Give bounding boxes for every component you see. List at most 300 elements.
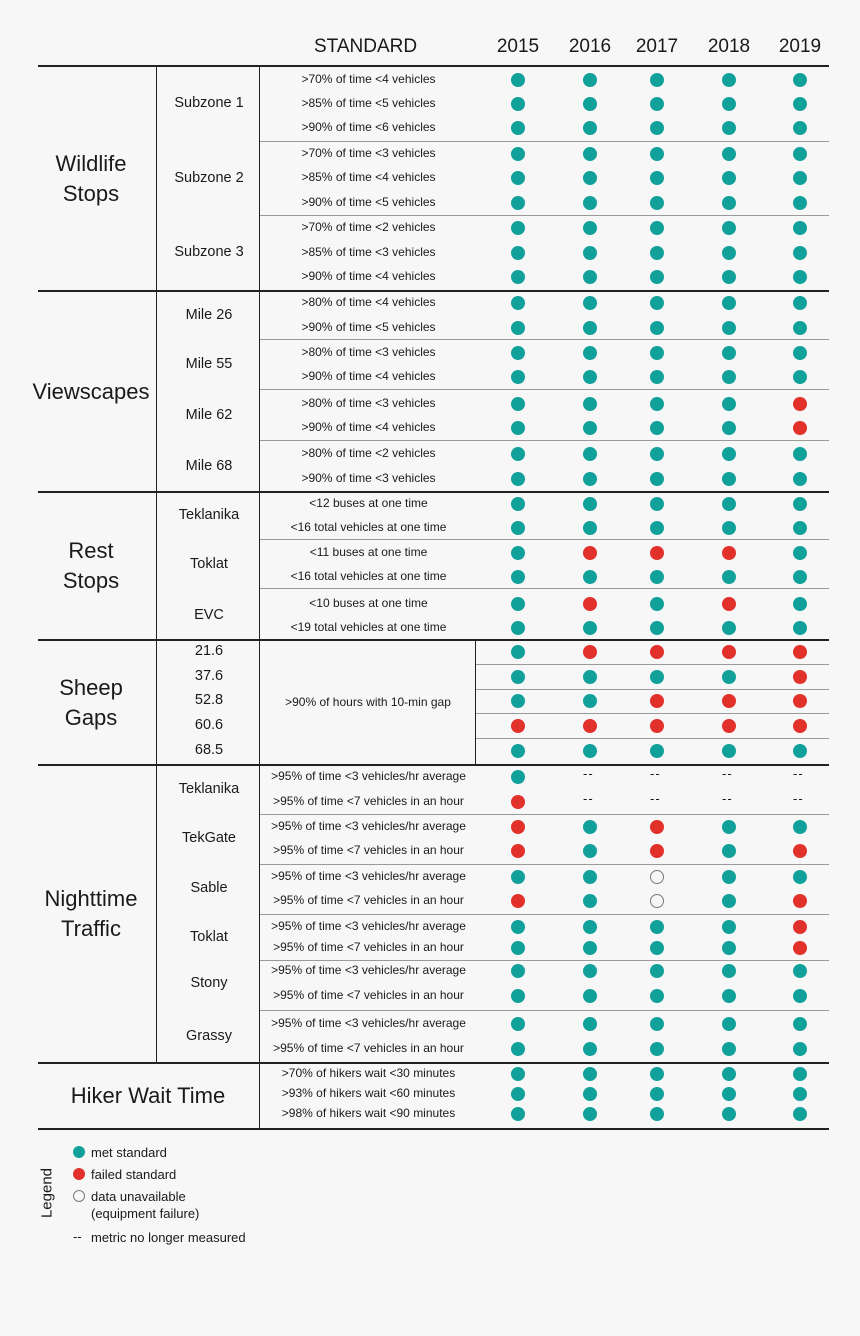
met-standard-dot bbox=[722, 621, 736, 635]
met-standard-dot bbox=[650, 1042, 664, 1056]
met-standard-dot bbox=[650, 196, 664, 210]
met-standard-dot bbox=[793, 497, 807, 511]
met-standard-dot bbox=[511, 73, 525, 87]
standard-text: >95% of time <7 vehicles in an hour bbox=[273, 843, 464, 857]
met-standard-dot bbox=[583, 989, 597, 1003]
subgroup-label: Mile 55 bbox=[185, 356, 233, 372]
met-standard-dot bbox=[583, 894, 597, 908]
category-label: Nighttime Traffic bbox=[44, 886, 138, 941]
year-header-2016: 2016 bbox=[568, 36, 612, 57]
met-standard-dot bbox=[583, 521, 597, 535]
met-standard-dot bbox=[722, 920, 736, 934]
no-longer-measured-mark: -- bbox=[583, 766, 594, 781]
failed-standard-dot bbox=[793, 421, 807, 435]
met-standard-dot bbox=[722, 97, 736, 111]
met-standard-dot bbox=[722, 1017, 736, 1031]
met-standard-dot bbox=[793, 321, 807, 335]
standard-text: >90% of time <4 vehicles bbox=[301, 269, 436, 283]
category-rule bbox=[38, 1128, 829, 1130]
met-standard-dot bbox=[722, 221, 736, 235]
met-standard-dot bbox=[583, 1042, 597, 1056]
met-standard-dot bbox=[511, 694, 525, 708]
met-standard-dot bbox=[793, 221, 807, 235]
standard-text: >98% of hikers wait <90 minutes bbox=[281, 1106, 456, 1120]
failed-standard-dot bbox=[722, 645, 736, 659]
met-standard-dot bbox=[583, 73, 597, 87]
data-unavailable-dot bbox=[650, 870, 664, 884]
met-standard-dot bbox=[722, 964, 736, 978]
standard-text: >85% of time <3 vehicles bbox=[301, 245, 436, 259]
standard-text: <16 total vehicles at one time bbox=[290, 569, 447, 583]
standard-text: >95% of time <7 vehicles in an hour bbox=[273, 988, 464, 1002]
subgroup-label: Grassy bbox=[186, 1027, 232, 1044]
met-standard-dot bbox=[722, 121, 736, 135]
subgroup-label: 21.6 bbox=[194, 643, 224, 659]
legend-dash-symbol: -- bbox=[73, 1229, 82, 1244]
met-standard-dot bbox=[650, 941, 664, 955]
failed-standard-dot bbox=[793, 719, 807, 733]
met-standard-dot bbox=[583, 270, 597, 284]
met-standard-dot bbox=[650, 447, 664, 461]
failed-standard-dot bbox=[583, 597, 597, 611]
standard-text: >90% of time <5 vehicles bbox=[301, 320, 436, 334]
met-standard-dot bbox=[511, 296, 525, 310]
met-standard-dot bbox=[583, 744, 597, 758]
legend-met-symbol bbox=[73, 1146, 85, 1158]
failed-standard-dot bbox=[511, 894, 525, 908]
met-standard-dot bbox=[793, 1067, 807, 1081]
met-standard-dot bbox=[650, 421, 664, 435]
met-standard-dot bbox=[793, 296, 807, 310]
row-separator bbox=[476, 713, 829, 714]
met-standard-dot bbox=[650, 1017, 664, 1031]
subgroup-label: Mile 62 bbox=[185, 407, 233, 423]
met-standard-dot bbox=[722, 870, 736, 884]
met-standard-dot bbox=[650, 397, 664, 411]
legend-failed-symbol bbox=[73, 1168, 85, 1180]
met-standard-dot bbox=[722, 820, 736, 834]
met-standard-dot bbox=[650, 370, 664, 384]
met-standard-dot bbox=[722, 1087, 736, 1101]
subgroup-label: Mile 68 bbox=[185, 457, 233, 474]
met-standard-dot bbox=[511, 645, 525, 659]
standard-text: >85% of time <5 vehicles bbox=[301, 96, 436, 110]
met-standard-dot bbox=[793, 570, 807, 584]
failed-standard-dot bbox=[722, 597, 736, 611]
met-standard-dot bbox=[722, 196, 736, 210]
standard-text: <12 buses at one time bbox=[309, 496, 428, 510]
standard-text: >95% of time <3 vehicles/hr average bbox=[271, 819, 466, 833]
standard-text: <16 total vehicles at one time bbox=[290, 520, 447, 534]
met-standard-dot bbox=[793, 121, 807, 135]
category-label: Hiker Wait Time bbox=[70, 1083, 226, 1108]
met-standard-dot bbox=[650, 920, 664, 934]
subgroup-label: Subzone 2 bbox=[174, 169, 244, 186]
met-standard-dot bbox=[650, 321, 664, 335]
standard-column-header: STANDARD bbox=[314, 36, 418, 57]
subgroup-separator bbox=[260, 864, 829, 865]
standard-text: >80% of time <2 vehicles bbox=[301, 446, 436, 460]
met-standard-dot bbox=[650, 246, 664, 260]
no-longer-measured-mark: -- bbox=[722, 766, 733, 781]
met-standard-dot bbox=[793, 546, 807, 560]
failed-standard-dot bbox=[650, 820, 664, 834]
no-longer-measured-mark: -- bbox=[793, 766, 804, 781]
met-standard-dot bbox=[583, 670, 597, 684]
met-standard-dot bbox=[793, 1107, 807, 1121]
met-standard-dot bbox=[583, 97, 597, 111]
met-standard-dot bbox=[583, 421, 597, 435]
failed-standard-dot bbox=[583, 719, 597, 733]
failed-standard-dot bbox=[511, 795, 525, 809]
standard-text: >90% of time <4 vehicles bbox=[301, 369, 436, 383]
shared-standard-label: >90% of hours with 10-min gap bbox=[285, 694, 451, 709]
standard-text: <19 total vehicles at one time bbox=[290, 620, 447, 634]
legend-unavailable-symbol bbox=[73, 1190, 85, 1202]
subgroup-label: Subzone 1 bbox=[174, 95, 244, 111]
standard-text: >90% of time <6 vehicles bbox=[301, 120, 436, 134]
met-standard-dot bbox=[793, 370, 807, 384]
met-standard-dot bbox=[511, 670, 525, 684]
standard-text: >95% of time <3 vehicles/hr average bbox=[271, 963, 466, 977]
met-standard-dot bbox=[650, 1067, 664, 1081]
met-standard-dot bbox=[793, 964, 807, 978]
met-standard-dot bbox=[511, 570, 525, 584]
subgroup-separator bbox=[260, 1010, 829, 1011]
met-standard-dot bbox=[722, 521, 736, 535]
category-label: Sheep Gaps bbox=[59, 674, 123, 730]
met-standard-dot bbox=[511, 270, 525, 284]
subgroup-separator bbox=[260, 539, 829, 540]
subgroup-separator bbox=[260, 339, 829, 340]
met-standard-dot bbox=[722, 1042, 736, 1056]
subgroup-separator bbox=[260, 215, 829, 216]
subgroup-label: Subzone 3 bbox=[174, 243, 244, 260]
met-standard-dot bbox=[650, 570, 664, 584]
met-standard-dot bbox=[650, 121, 664, 135]
subgroup-label: TekGate bbox=[182, 830, 236, 846]
subgroup-separator bbox=[260, 440, 829, 441]
standard-text: >70% of hikers wait <30 minutes bbox=[281, 1066, 456, 1080]
met-standard-dot bbox=[722, 421, 736, 435]
met-standard-dot bbox=[793, 73, 807, 87]
failed-standard-dot bbox=[650, 719, 664, 733]
met-standard-dot bbox=[511, 1042, 525, 1056]
category-label: Wildlife Stops bbox=[55, 150, 127, 206]
met-standard-dot bbox=[650, 1087, 664, 1101]
met-standard-dot bbox=[793, 97, 807, 111]
met-standard-dot bbox=[583, 1017, 597, 1031]
met-standard-dot bbox=[511, 1107, 525, 1121]
met-standard-dot bbox=[583, 397, 597, 411]
subgroup-separator bbox=[260, 141, 829, 142]
met-standard-dot bbox=[511, 941, 525, 955]
failed-standard-dot bbox=[650, 844, 664, 858]
failed-standard-dot bbox=[793, 397, 807, 411]
met-standard-dot bbox=[583, 964, 597, 978]
failed-standard-dot bbox=[793, 894, 807, 908]
met-standard-dot bbox=[511, 870, 525, 884]
met-standard-dot bbox=[650, 521, 664, 535]
standard-text: >95% of time <3 vehicles/hr average bbox=[271, 769, 466, 783]
met-standard-dot bbox=[650, 989, 664, 1003]
met-standard-dot bbox=[650, 270, 664, 284]
met-standard-dot bbox=[583, 196, 597, 210]
standard-text: >80% of time <3 vehicles bbox=[301, 345, 436, 359]
subgroup-separator bbox=[260, 814, 829, 815]
standard-text: >70% of time <3 vehicles bbox=[301, 146, 436, 160]
met-standard-dot bbox=[722, 246, 736, 260]
met-standard-dot bbox=[793, 147, 807, 161]
met-standard-dot bbox=[650, 221, 664, 235]
met-standard-dot bbox=[511, 97, 525, 111]
met-standard-dot bbox=[511, 421, 525, 435]
met-standard-dot bbox=[793, 521, 807, 535]
met-standard-dot bbox=[722, 941, 736, 955]
met-standard-dot bbox=[583, 870, 597, 884]
met-standard-dot bbox=[793, 472, 807, 486]
failed-standard-dot bbox=[722, 546, 736, 560]
legend-label: met standard bbox=[91, 1145, 167, 1160]
subgroup-label: Teklanika bbox=[178, 780, 240, 797]
subgroup-label: Sable bbox=[190, 880, 228, 896]
met-standard-dot bbox=[793, 1042, 807, 1056]
met-standard-dot bbox=[722, 670, 736, 684]
standard-text: >93% of hikers wait <60 minutes bbox=[281, 1086, 456, 1100]
met-standard-dot bbox=[511, 346, 525, 360]
met-standard-dot bbox=[583, 121, 597, 135]
met-standard-dot bbox=[511, 447, 525, 461]
met-standard-dot bbox=[583, 1067, 597, 1081]
met-standard-dot bbox=[793, 1017, 807, 1031]
met-standard-dot bbox=[722, 73, 736, 87]
subgroup-label: 68.5 bbox=[194, 742, 224, 758]
standard-text: >95% of time <7 vehicles in an hour bbox=[273, 1041, 464, 1055]
met-standard-dot bbox=[793, 171, 807, 185]
met-standard-dot bbox=[511, 497, 525, 511]
failed-standard-dot bbox=[793, 645, 807, 659]
standard-text: >95% of time <3 vehicles/hr average bbox=[271, 1016, 466, 1030]
met-standard-dot bbox=[511, 621, 525, 635]
met-standard-dot bbox=[583, 221, 597, 235]
sheep-standard-divider bbox=[475, 640, 476, 765]
failed-standard-dot bbox=[722, 694, 736, 708]
subgroup-label: Stony bbox=[190, 974, 228, 991]
failed-standard-dot bbox=[722, 719, 736, 733]
failed-standard-dot bbox=[583, 645, 597, 659]
year-header-2019: 2019 bbox=[778, 36, 822, 57]
subgroup-label: EVC bbox=[194, 607, 224, 623]
met-standard-dot bbox=[722, 989, 736, 1003]
met-standard-dot bbox=[511, 370, 525, 384]
met-standard-dot bbox=[722, 147, 736, 161]
met-standard-dot bbox=[511, 1087, 525, 1101]
met-standard-dot bbox=[722, 447, 736, 461]
met-standard-dot bbox=[650, 97, 664, 111]
met-standard-dot bbox=[722, 472, 736, 486]
met-standard-dot bbox=[793, 1087, 807, 1101]
met-standard-dot bbox=[722, 296, 736, 310]
met-standard-dot bbox=[583, 497, 597, 511]
subgroup-label: Teklanika bbox=[178, 507, 240, 523]
subgroup-label: 52.8 bbox=[194, 692, 224, 708]
met-standard-dot bbox=[511, 121, 525, 135]
met-standard-dot bbox=[511, 246, 525, 260]
met-standard-dot bbox=[793, 989, 807, 1003]
subgroup-label: Toklat bbox=[190, 928, 228, 945]
met-standard-dot bbox=[511, 770, 525, 784]
met-standard-dot bbox=[511, 744, 525, 758]
standard-text: >95% of time <7 vehicles in an hour bbox=[273, 794, 464, 808]
met-standard-dot bbox=[722, 346, 736, 360]
met-standard-dot bbox=[583, 447, 597, 461]
no-longer-measured-mark: -- bbox=[650, 791, 661, 806]
met-standard-dot bbox=[511, 546, 525, 560]
category-label: Viewscapes bbox=[32, 378, 150, 404]
met-standard-dot bbox=[583, 820, 597, 834]
standard-text: >90% of time <4 vehicles bbox=[301, 420, 436, 434]
met-standard-dot bbox=[583, 920, 597, 934]
met-standard-dot bbox=[722, 370, 736, 384]
subgroup-label: Mile 26 bbox=[185, 306, 233, 323]
met-standard-dot bbox=[511, 964, 525, 978]
standard-text: >90% of time <3 vehicles bbox=[301, 471, 436, 485]
met-standard-dot bbox=[583, 1087, 597, 1101]
failed-standard-dot bbox=[511, 820, 525, 834]
met-standard-dot bbox=[650, 670, 664, 684]
standard-text: <11 buses at one time bbox=[309, 545, 428, 559]
data-unavailable-dot bbox=[650, 894, 664, 908]
standard-text: >85% of time <4 vehicles bbox=[301, 170, 436, 184]
met-standard-dot bbox=[583, 321, 597, 335]
met-standard-dot bbox=[650, 346, 664, 360]
met-standard-dot bbox=[650, 744, 664, 758]
row-separator bbox=[476, 738, 829, 739]
subgroup-separator bbox=[260, 914, 829, 915]
met-standard-dot bbox=[793, 597, 807, 611]
legend-label: metric no longer measured bbox=[91, 1230, 246, 1245]
met-standard-dot bbox=[722, 844, 736, 858]
met-standard-dot bbox=[511, 472, 525, 486]
met-standard-dot bbox=[583, 246, 597, 260]
met-standard-dot bbox=[722, 270, 736, 284]
standard-text: >80% of time <3 vehicles bbox=[301, 396, 436, 410]
met-standard-dot bbox=[650, 171, 664, 185]
met-standard-dot bbox=[511, 920, 525, 934]
met-standard-dot bbox=[793, 621, 807, 635]
met-standard-dot bbox=[583, 621, 597, 635]
met-standard-dot bbox=[583, 296, 597, 310]
met-standard-dot bbox=[722, 1067, 736, 1081]
failed-standard-dot bbox=[511, 719, 525, 733]
met-standard-dot bbox=[650, 621, 664, 635]
met-standard-dot bbox=[650, 964, 664, 978]
subgroup-separator bbox=[260, 389, 829, 390]
met-standard-dot bbox=[511, 397, 525, 411]
met-standard-dot bbox=[722, 171, 736, 185]
met-standard-dot bbox=[511, 147, 525, 161]
met-standard-dot bbox=[511, 221, 525, 235]
met-standard-dot bbox=[583, 147, 597, 161]
met-standard-dot bbox=[722, 744, 736, 758]
met-standard-dot bbox=[511, 196, 525, 210]
met-standard-dot bbox=[511, 1067, 525, 1081]
met-standard-dot bbox=[793, 870, 807, 884]
met-standard-dot bbox=[793, 447, 807, 461]
met-standard-dot bbox=[583, 694, 597, 708]
met-standard-dot bbox=[722, 570, 736, 584]
met-standard-dot bbox=[583, 1107, 597, 1121]
year-header-2017: 2017 bbox=[635, 36, 679, 57]
standard-text: >95% of time <7 vehicles in an hour bbox=[273, 893, 464, 907]
met-standard-dot bbox=[511, 597, 525, 611]
met-standard-dot bbox=[793, 246, 807, 260]
standard-text: <10 buses at one time bbox=[309, 596, 428, 610]
met-standard-dot bbox=[583, 941, 597, 955]
met-standard-dot bbox=[511, 989, 525, 1003]
subgroup-label: Toklat bbox=[190, 556, 228, 572]
row-separator bbox=[476, 664, 829, 665]
standard-text: >80% of time <4 vehicles bbox=[301, 295, 436, 309]
category-subgroup-divider bbox=[156, 765, 157, 1063]
met-standard-dot bbox=[511, 321, 525, 335]
met-standard-dot bbox=[650, 147, 664, 161]
failed-standard-dot bbox=[650, 645, 664, 659]
met-standard-dot bbox=[722, 397, 736, 411]
met-standard-dot bbox=[650, 497, 664, 511]
met-standard-dot bbox=[583, 472, 597, 486]
met-standard-dot bbox=[511, 521, 525, 535]
met-standard-dot bbox=[650, 597, 664, 611]
standard-text: >70% of time <2 vehicles bbox=[301, 220, 436, 234]
failed-standard-dot bbox=[511, 844, 525, 858]
failed-standard-dot bbox=[793, 694, 807, 708]
legend-label: failed standard bbox=[91, 1167, 177, 1182]
failed-standard-dot bbox=[650, 694, 664, 708]
met-standard-dot bbox=[650, 472, 664, 486]
met-standard-dot bbox=[793, 820, 807, 834]
standard-text: >95% of time <3 vehicles/hr average bbox=[271, 919, 466, 933]
met-standard-dot bbox=[511, 1017, 525, 1031]
legend-title: Legend bbox=[38, 1167, 56, 1219]
standard-text: >95% of time <3 vehicles/hr average bbox=[271, 869, 466, 883]
met-standard-dot bbox=[793, 270, 807, 284]
met-standard-dot bbox=[583, 370, 597, 384]
subgroup-label: 60.6 bbox=[194, 717, 224, 733]
met-standard-dot bbox=[511, 171, 525, 185]
legend-label: data unavailable (equipment failure) bbox=[91, 1189, 200, 1221]
no-longer-measured-mark: -- bbox=[793, 791, 804, 806]
met-standard-dot bbox=[650, 1107, 664, 1121]
standard-text: >95% of time <7 vehicles in an hour bbox=[273, 940, 464, 954]
failed-standard-dot bbox=[793, 941, 807, 955]
met-standard-dot bbox=[650, 73, 664, 87]
met-standard-dot bbox=[722, 321, 736, 335]
met-standard-dot bbox=[793, 196, 807, 210]
row-separator bbox=[476, 689, 829, 690]
met-standard-dot bbox=[650, 296, 664, 310]
met-standard-dot bbox=[793, 346, 807, 360]
met-standard-dot bbox=[583, 844, 597, 858]
subgroup-separator bbox=[260, 960, 829, 961]
subgroup-label: 37.6 bbox=[194, 668, 224, 684]
failed-standard-dot bbox=[583, 546, 597, 560]
met-standard-dot bbox=[722, 894, 736, 908]
met-standard-dot bbox=[722, 1107, 736, 1121]
failed-standard-dot bbox=[793, 670, 807, 684]
standard-text: >70% of time <4 vehicles bbox=[301, 72, 436, 86]
no-longer-measured-mark: -- bbox=[722, 791, 733, 806]
